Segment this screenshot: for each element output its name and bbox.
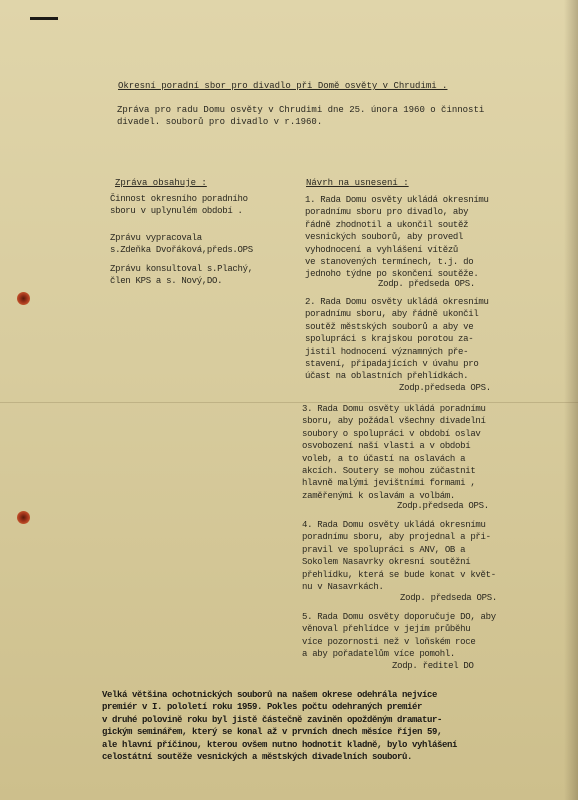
signature-item-1: Zodp. předseda OPS. xyxy=(378,279,475,289)
item-line: vesnických souborů, aby provedl xyxy=(305,232,464,243)
item-line: a aby pořadatelům více pomohl. xyxy=(302,649,456,660)
paragraph-line: ale hlavní příčinou, kterou ovšem nutno hodnotit kladně, bylo vyhlášení xyxy=(102,739,458,750)
summary-line: sboru v uplynulém období . xyxy=(110,206,243,217)
page-edge-shadow xyxy=(564,0,578,800)
signature-item-2: Zodp.předseda OPS. xyxy=(399,383,491,393)
closing-paragraph xyxy=(102,689,457,763)
item-line: jednoho týdne po skončení soutěže. xyxy=(305,269,479,280)
consulted-line: člen KPS a s. Nový,DO. xyxy=(110,276,223,287)
paragraph-line: premiér v I. pololetí roku 1959. Pokles počtu odehraných premiér xyxy=(102,702,423,713)
item-line: 2. Rada Domu osvěty ukládá okresnímu xyxy=(305,297,489,307)
item-line: hlavně malými jevištními formami , xyxy=(302,478,476,489)
summary-line: Činnost okresního poradního xyxy=(110,194,248,204)
resolution-heading: Návrh na usnesení : xyxy=(306,178,409,188)
item-line: poradnímu sboru pro divadlo, aby xyxy=(305,207,469,218)
item-line: sboru, aby požádal všechny divadelní xyxy=(302,416,486,427)
item-line: pravil ve spolupráci s ANV, OB a xyxy=(302,544,466,555)
paragraph-line: celostátní soutěže vesnických a městských divadelních souborů. xyxy=(102,752,413,763)
paper-fold-line xyxy=(0,402,578,403)
item-line: vyhodnocení a vyhlášení vítězů xyxy=(305,244,459,255)
resolution-item-2 xyxy=(305,296,489,383)
item-line: spolupráci s krajskou porotou za- xyxy=(305,334,474,345)
resolution-item-3 xyxy=(302,403,486,502)
item-line: 5. Rada Domu osvěty doporučuje DO, aby xyxy=(302,612,496,622)
item-line: přehlídku, která se bude konat v květ- xyxy=(302,569,496,580)
document-title: Okresní poradní sbor pro divadlo při Domě osvěty v Chrudimi . xyxy=(118,81,448,91)
prepared-by xyxy=(110,232,253,257)
contents-heading: Zpráva obsahuje : xyxy=(115,178,207,188)
item-line: poradnímu sboru, aby projednal a při- xyxy=(302,532,491,543)
signature-item-3: Zodp.předseda OPS. xyxy=(397,501,489,511)
item-line: poradnímu sboru, aby řádně ukončil xyxy=(305,309,479,320)
signature-item-4: Zodp. předseda OPS. xyxy=(400,593,497,603)
subtitle-line: Zpráva pro radu Domu osvěty v Chrudimi dne 25. února 1960 o činnosti xyxy=(117,105,485,115)
resolution-item-4 xyxy=(302,519,496,593)
paragraph-line: gickým seminářem, který se konal až v prvních dnech měsíce říjen 59, xyxy=(102,727,443,738)
item-line: akcích. Soutery se mohou zúčastnit xyxy=(302,466,476,477)
item-line: stavení, připadajících v úvahu pro xyxy=(305,359,479,370)
item-line: řádně zhodnotil a ukončil soutěž xyxy=(305,219,469,230)
top-dash-mark xyxy=(30,17,58,20)
paragraph-line: v druhé polovině roku byl jistě částečně zaviněn opožděným dramatur- xyxy=(102,714,443,725)
signature-item-5: Zodp. ředitel DO xyxy=(392,661,474,671)
prepared-line: Zprávu vypracovala xyxy=(110,233,202,243)
prepared-line: s.Zdeňka Dvořáková,předs.OPS xyxy=(110,245,253,256)
punch-hole-lower xyxy=(17,511,30,524)
item-line: Sokolem Nasavrky okresní soutěžní xyxy=(302,557,471,568)
subtitle-line: divadel. souborů pro divadlo v r.1960. xyxy=(117,117,323,128)
resolution-item-5 xyxy=(302,611,496,661)
item-line: 3. Rada Domu osvěty ukládá poradnímu xyxy=(302,404,486,414)
item-line: osvobození naší vlasti a v období xyxy=(302,441,471,452)
item-line: věnoval přehlídce v jejím průběhu xyxy=(302,624,471,635)
item-line: soutěž městských souborů a aby ve xyxy=(305,321,474,332)
report-subtitle xyxy=(117,104,484,129)
paragraph-line: Velká většina ochotnických souborů na našem okrese odehrála nejvíce xyxy=(102,690,438,700)
item-line: zaměřenými k oslavám a volbám. xyxy=(302,490,456,501)
item-line: jistil hodnocení významných pře- xyxy=(305,346,469,357)
resolution-item-1 xyxy=(305,194,489,281)
item-line: nu v Nasavrkách. xyxy=(302,582,384,593)
consulted-by xyxy=(110,263,253,288)
item-line: účast na oblastních přehlídkách. xyxy=(305,371,469,382)
item-line: ve stanovených termínech, t.j. do xyxy=(305,257,474,268)
item-line: soubory o spolupráci v období oslav xyxy=(302,428,481,439)
contents-summary xyxy=(110,193,248,218)
item-line: voleb, a to účastí na oslavách a xyxy=(302,453,466,464)
punch-hole-upper xyxy=(17,292,30,305)
item-line: 4. Rada Domu osvěty ukládá okresnímu xyxy=(302,520,486,530)
item-line: více pozornosti než v loňském roce xyxy=(302,636,476,647)
consulted-line: Zprávu konsultoval s.Plachý, xyxy=(110,264,253,274)
item-line: 1. Rada Domu osvěty ukládá okresnímu xyxy=(305,195,489,205)
